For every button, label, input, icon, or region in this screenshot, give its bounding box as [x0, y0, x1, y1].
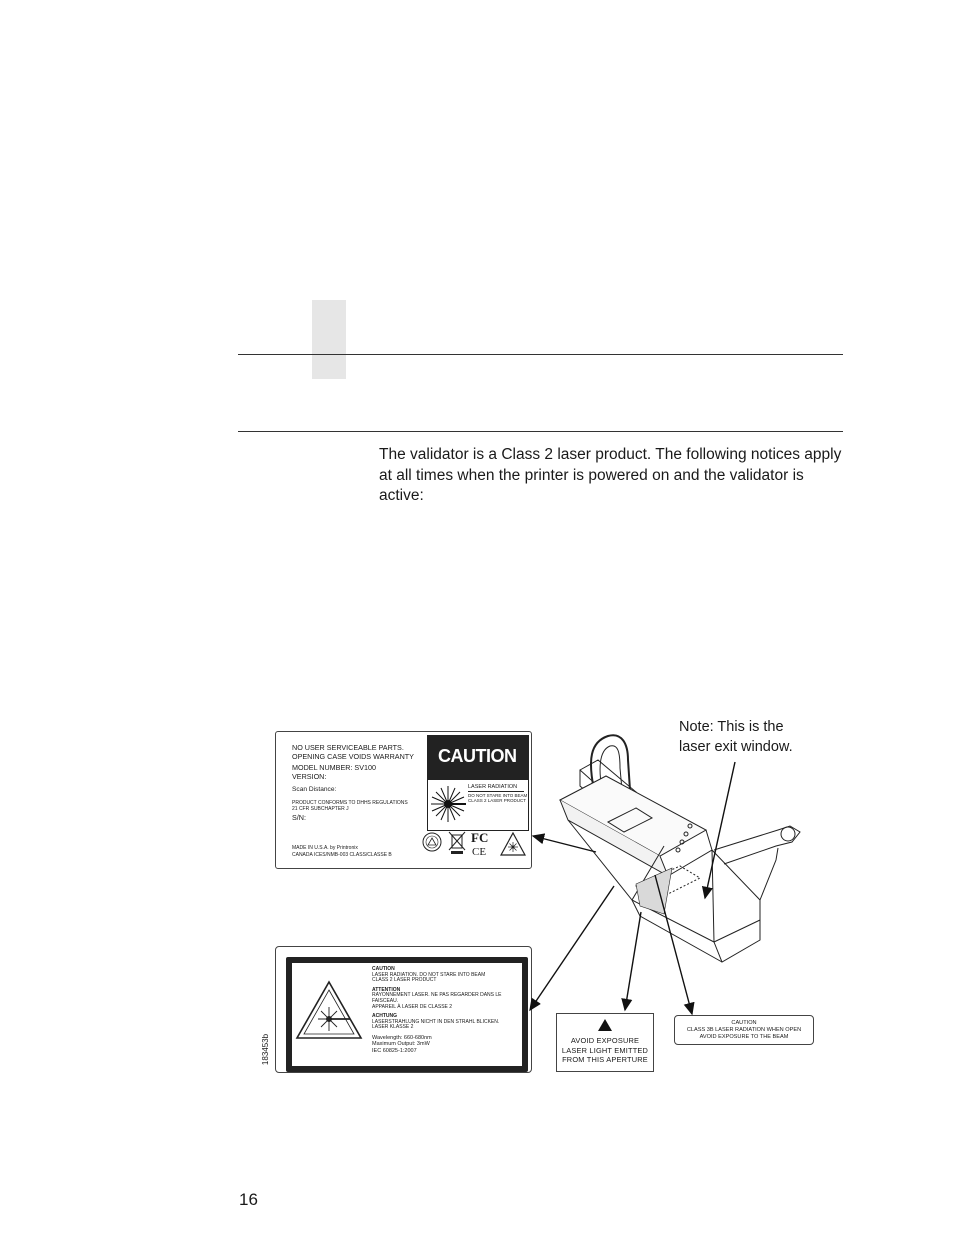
ce-mark: CE: [472, 846, 487, 858]
iec-standard: IEC 60825-1:2007: [372, 1047, 417, 1054]
intro-line-1: The validator is a Class 2 laser product. The following notices apply: [379, 446, 842, 463]
warning-text-fr-2: APPAREIL À LASER DE CLASSE 2: [372, 1003, 453, 1010]
wavelength-spec: Wavelength: 660-680nm: [372, 1034, 432, 1041]
class3b-line-1: CAUTION: [731, 1020, 757, 1026]
class2-text: CLASS 2 LASER PRODUCT: [468, 798, 527, 803]
warning-text-en-2: CLASS 2 LASER PRODUCT: [372, 977, 437, 984]
warning-heading-en: CAUTION: [372, 966, 395, 972]
model-number: MODEL NUMBER: SV100: [292, 763, 377, 772]
warning-text-de-1: LASERSTRAHLUNG NICHT IN DEN STRAHL BLICKEN.: [372, 1018, 500, 1025]
donot-stare-text: DO NOT STARE INTO BEAM: [468, 793, 528, 798]
product-label-line1: NO USER SERVICEABLE PARTS.: [292, 743, 404, 752]
class3b-line-3: AVOID EXPOSURE TO THE BEAM: [699, 1033, 789, 1040]
max-output-spec: Maximum Output: 3mW: [372, 1041, 430, 1048]
canada-label: CANADA ICES/NMB-003 CLASS/CLASSE B: [292, 852, 392, 858]
conform-line1: PRODUCT CONFORMS TO DHHS REGULATIONS: [292, 800, 408, 806]
warning-text-de-2: LASER KLASSE 2: [372, 1024, 414, 1031]
intro-line-3: active:: [379, 487, 424, 504]
conform-line2: 21 CFR SUBCHAPTER J: [292, 806, 349, 812]
made-in-label: MADE IN U.S.A. by Printronix: [292, 845, 358, 851]
version-label: VERSION:: [292, 771, 327, 781]
warning-heading-de: ACHTUNG: [372, 1013, 397, 1020]
note-line-2: laser exit window.: [679, 738, 793, 755]
page-number: 16: [239, 1190, 258, 1209]
note-line-1: Note: This is the: [679, 719, 784, 735]
product-label-line2: OPENING CASE VOIDS WARRANTY: [292, 751, 414, 761]
aperture-line-3: FROM THIS APERTURE: [562, 1055, 648, 1064]
aperture-line-2: LASER LIGHT EMITTED: [561, 1045, 649, 1055]
warning-text-en-1: LASER RADIATION. DO NOT STARE INTO BEAM: [372, 971, 486, 978]
intro-line-2: at all times when the printer is powered on and the validator is: [379, 466, 804, 484]
scan-distance: Scan Distance:: [292, 786, 337, 793]
serial-number: S/N:: [292, 813, 306, 822]
aperture-line-1: AVOID EXPOSURE: [570, 1036, 640, 1045]
warning-heading-fr: ATTENTION: [372, 986, 401, 993]
figure-id-text: 183453b: [261, 1033, 271, 1066]
warning-text-fr-1: RAYONNEMENT LASER. NE PAS REGARDER DANS LE FAISCEAU.: [372, 992, 502, 1004]
caution-title: CAUTION: [438, 746, 517, 766]
fcc-logo: FC: [471, 830, 489, 845]
class3b-line-2: CLASS 3B LASER RADIATION WHEN OPEN: [686, 1026, 802, 1033]
laser-radiation-text: LASER RADIATION: [468, 784, 518, 790]
